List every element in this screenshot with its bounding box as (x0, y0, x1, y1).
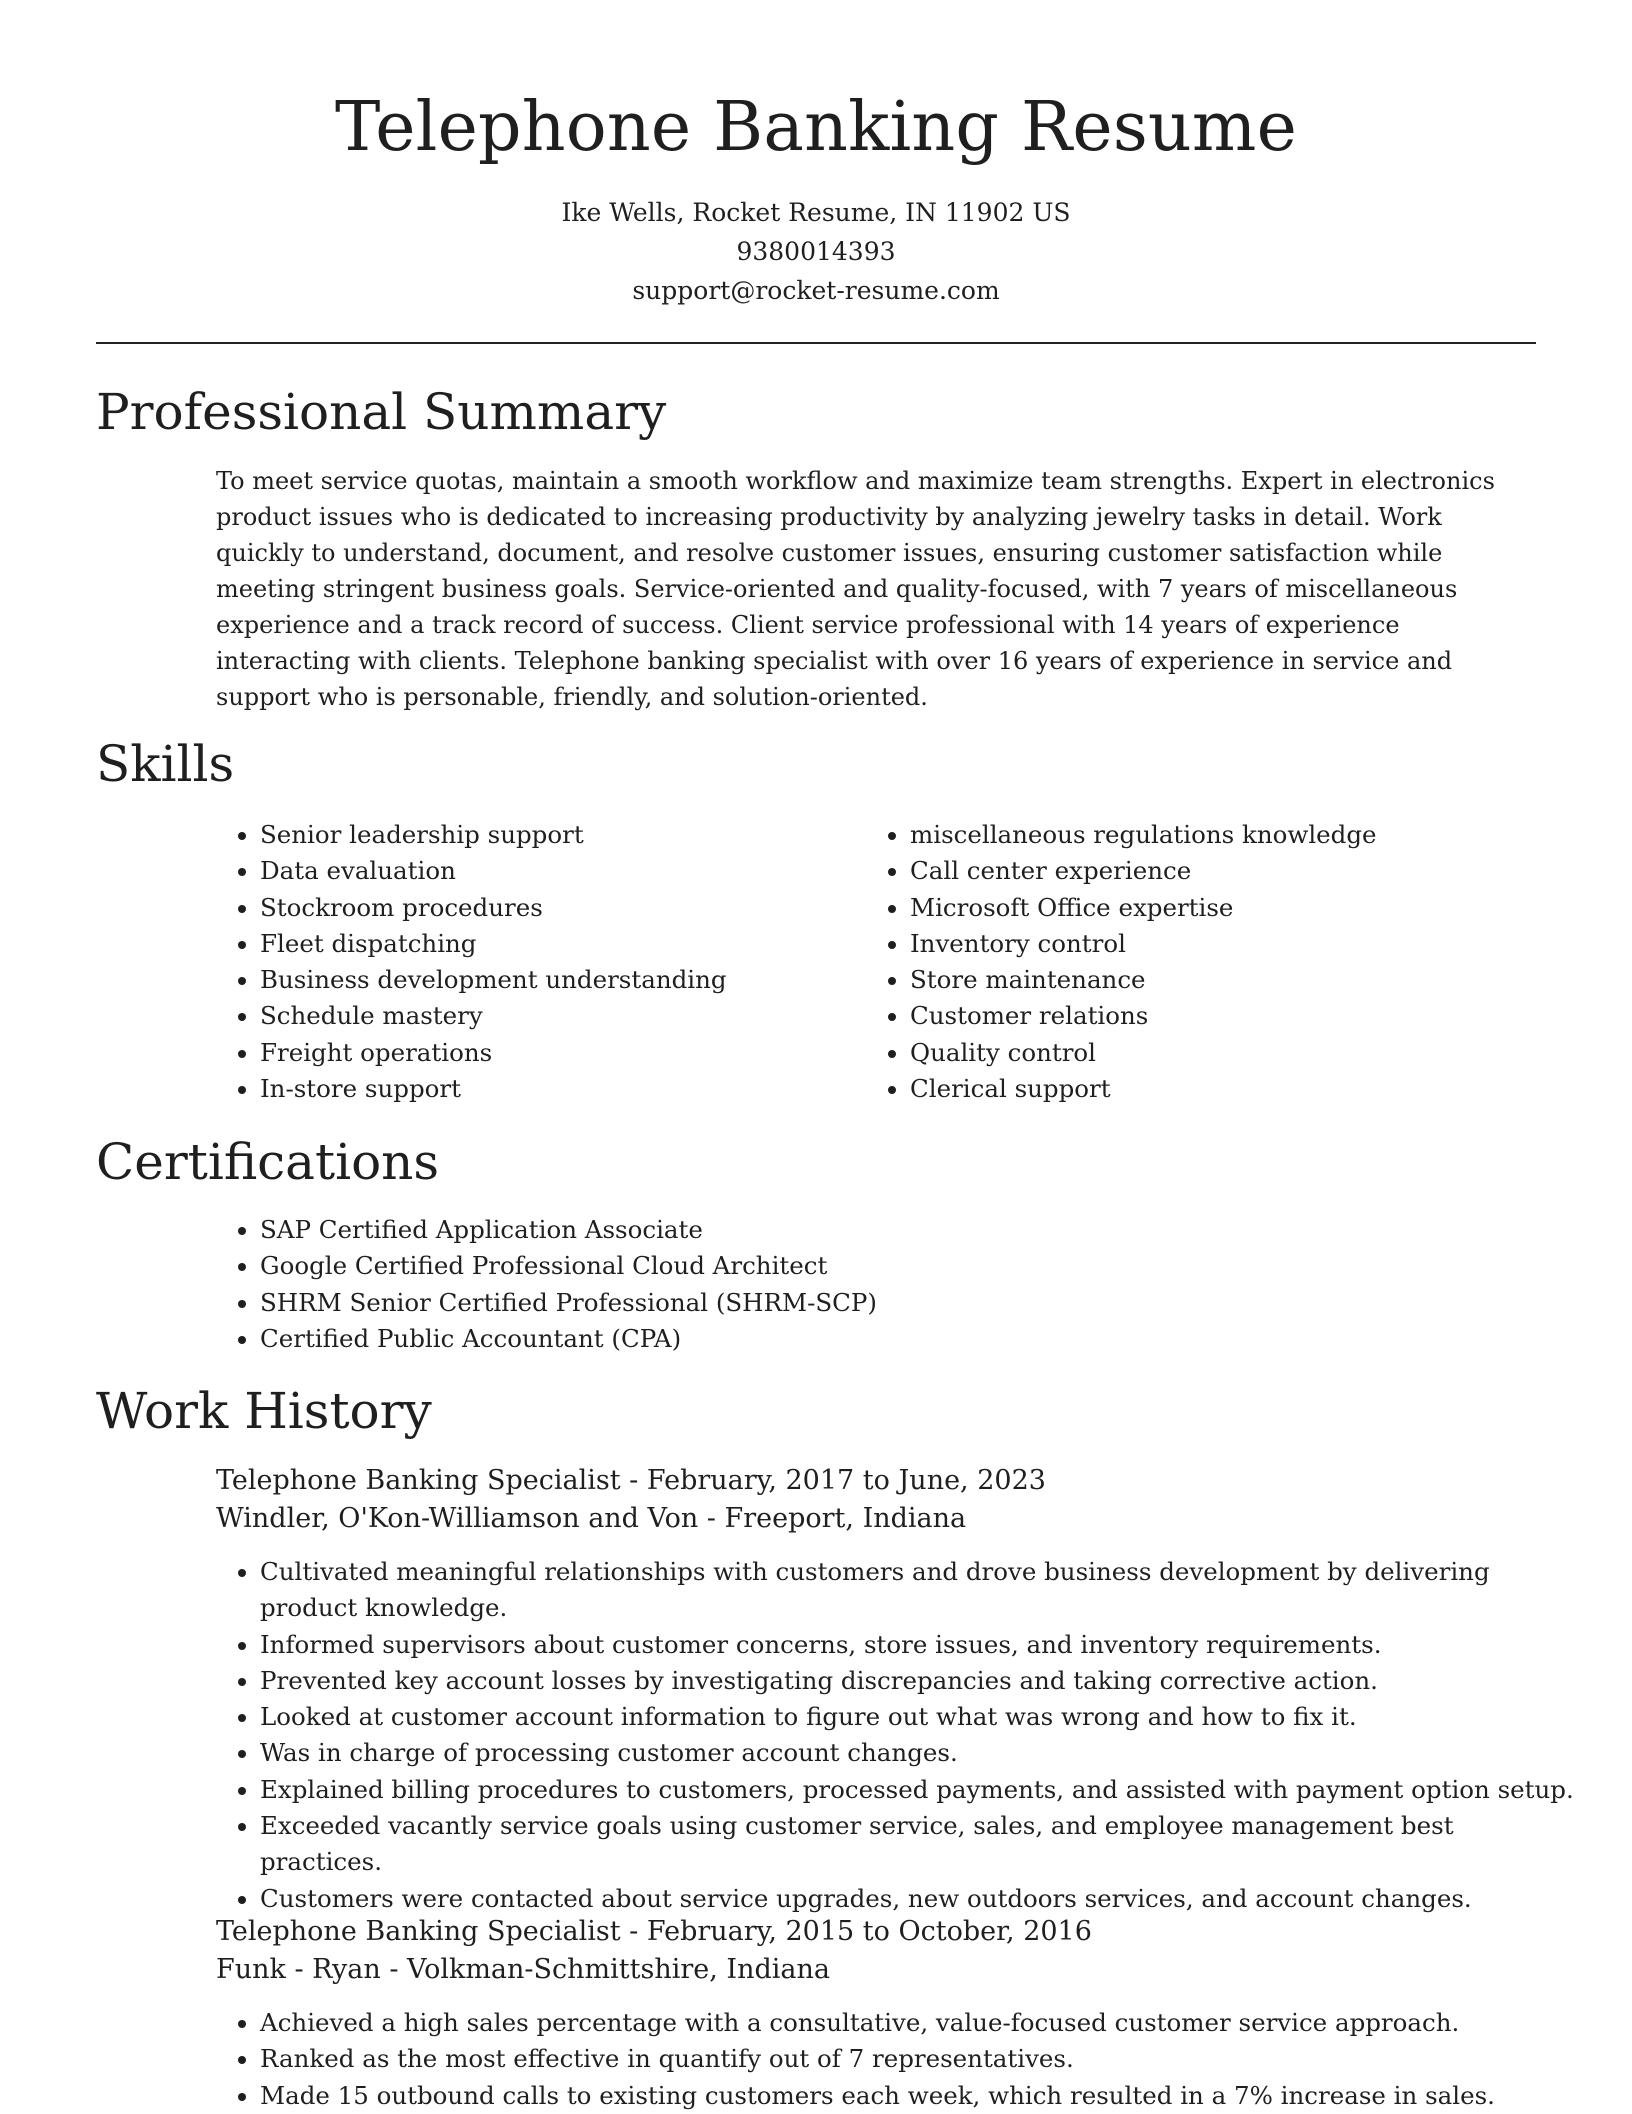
skill-item: • Fleet dispatching (260, 926, 727, 962)
skill-item: • Stockroom procedures (260, 890, 727, 926)
job-duty-item: • Customers were contacted about service upgrades, new outdoors services, and account changes. (260, 1881, 1580, 1917)
summary-heading: Professional Summary (96, 383, 667, 441)
contact-address: Ike Wells, Rocket Resume, IN 11902 US (561, 198, 1071, 227)
certification-item: • SHRM Senior Certified Professional (SHRM-SCP) (260, 1285, 1580, 1321)
header-divider (96, 342, 1536, 344)
skill-item: • Quality control (910, 1035, 1377, 1071)
job-duty-item: • Achieved a high sales percentage with a consultative, value-focused customer service approach. (260, 2005, 1580, 2041)
job-duty-item: • Explained billing procedures to customers, processed payments, and assisted with payment option setup. (260, 1772, 1580, 1808)
skill-item: • In-store support (260, 1071, 727, 1107)
skills-list-right (866, 817, 1377, 1107)
certification-item: • Google Certified Professional Cloud Architect (260, 1248, 1580, 1284)
skill-item: • Clerical support (910, 1071, 1377, 1107)
skills-list-left (216, 817, 727, 1107)
job-duty-item: • Was in charge of processing customer account changes. (260, 1735, 1580, 1771)
skills-heading: Skills (96, 735, 235, 793)
contact-block (0, 193, 1632, 310)
job-title-line: Telephone Banking Specialist - February, 2017 to June, 2023 (216, 1465, 1046, 1496)
job-entry (216, 1462, 1574, 1917)
skill-item: • Call center experience (910, 853, 1377, 889)
skill-item: • Business development understanding (260, 962, 727, 998)
resume-title: Telephone Banking Resume (334, 88, 1298, 167)
job-duty-item: • Made 15 outbound calls to existing customers each week, which resulted in a 7% increase in sales. (260, 2078, 1580, 2114)
skill-item: • Customer relations (910, 998, 1377, 1034)
job-duty-item: • Ranked as the most effective in quantify out of 7 representatives. (260, 2041, 1580, 2077)
skill-item: • Inventory control (910, 926, 1377, 962)
job-duty-item: • Looked at customer account information to figure out what was wrong and how to fix it. (260, 1699, 1580, 1735)
job-company-line: Windler, O'Kon-Williamson and Von - Freeport, Indiana (216, 1503, 967, 1534)
skill-item: • Schedule mastery (260, 998, 727, 1034)
job-duty-item: • Informed supervisors about customer concerns, store issues, and inventory requirements. (260, 1627, 1580, 1663)
skill-item: • Freight operations (260, 1035, 727, 1071)
job-duties-list (216, 1554, 1580, 1917)
work-history-heading: Work History (96, 1382, 432, 1440)
job-duty-item: • Prevented key account losses by investigating discrepancies and taking corrective action. (260, 1663, 1580, 1699)
summary-text: To meet service quotas, maintain a smooth workflow and maximize team strengths. Expert in electronics product issues who is dedicated to increasing productivity by analyzing jewelry tasks in detail. Work quickly to understand, document, and resolve customer issues, ensuring customer satisfaction while meeting stringent business goals. Service-oriented and quality-focused, with 7 years of miscellaneous experience and a track record of success. Client service professional with 14 years of experience interacting with clients. Telephone banking specialist with over 16 years of experience in service and support who is personable, friendly, and solution-oriented. (216, 467, 1495, 711)
contact-email: support@rocket-resume.com (632, 276, 1000, 305)
certifications-list (216, 1212, 1580, 1357)
certification-item: • Certified Public Accountant (CPA) (260, 1321, 1580, 1357)
skill-item: • Microsoft Office expertise (910, 890, 1377, 926)
job-company-line: Funk - Ryan - Volkman-Schmittshire, Indiana (216, 1954, 830, 1985)
skill-item: • Store maintenance (910, 962, 1377, 998)
skill-item: • miscellaneous regulations knowledge (910, 817, 1377, 853)
job-title-line: Telephone Banking Specialist - February, 2015 to October, 2016 (216, 1916, 1092, 1947)
job-entry (216, 1913, 1536, 2114)
certifications-heading: Certifications (96, 1133, 440, 1191)
job-duties-list (216, 2005, 1580, 2114)
skill-item: • Senior leadership support (260, 817, 727, 853)
certification-item: • SAP Certified Application Associate (260, 1212, 1580, 1248)
contact-phone: 9380014393 (736, 237, 896, 266)
skill-item: • Data evaluation (260, 853, 727, 889)
job-duty-item: • Exceeded vacantly service goals using customer service, sales, and employee management best practices. (260, 1808, 1580, 1881)
job-duty-item: • Cultivated meaningful relationships with customers and drove business development by delivering product knowledge. (260, 1554, 1580, 1627)
